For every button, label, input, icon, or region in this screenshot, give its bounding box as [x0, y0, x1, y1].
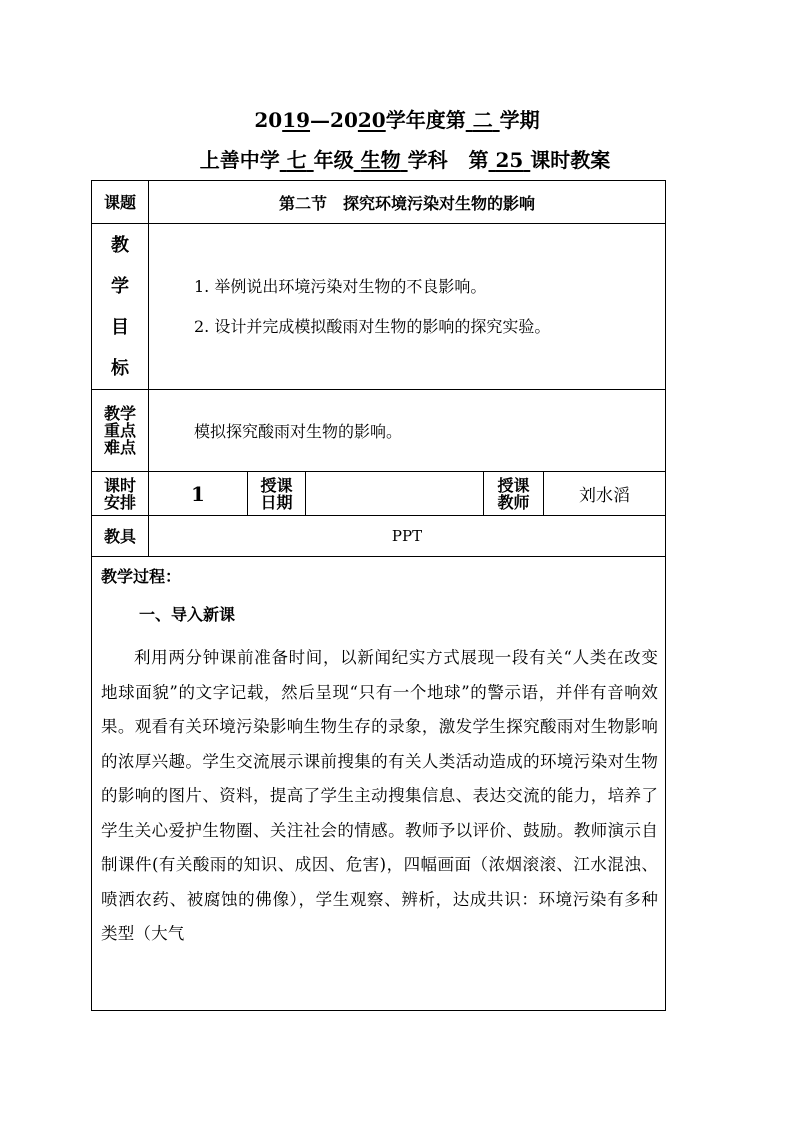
subject-blank — [354, 148, 408, 172]
schedule-row — [92, 472, 666, 516]
tools-row — [92, 516, 666, 557]
objectives-list — [149, 224, 666, 390]
year-dash: — — [310, 108, 331, 132]
objective-item: 2. 设计并完成模拟酸雨对生物的影响的探究实验。 — [194, 316, 551, 336]
schedule-label — [92, 472, 149, 516]
year-mid-text: 学年度第 — [385, 108, 466, 132]
topic-value: 第二节 探究环境污染对生物的影响 — [149, 181, 666, 224]
term-value: 二 — [472, 108, 493, 132]
lesson-suffix: 课时教案 — [530, 148, 611, 172]
key-points-value: 模拟探究酸雨对生物的影响。 — [149, 390, 666, 472]
teacher-label-line: 授课 — [497, 475, 530, 495]
date-label — [248, 472, 306, 516]
grade-blank — [280, 148, 314, 172]
lesson-plan-title — [8, 144, 794, 173]
tools-value: PPT — [149, 516, 666, 557]
schedule-value: 1 — [149, 472, 248, 516]
objectives-label-char: 标 — [111, 357, 129, 379]
process-row — [92, 557, 666, 1011]
school-year-line — [0, 104, 794, 133]
teacher-label — [484, 472, 544, 516]
schedule-label-line: 课时 — [103, 475, 136, 495]
lesson-plan-table — [91, 180, 666, 1011]
subject-suffix: 学科 — [407, 148, 448, 172]
year-start-prefix: 20 — [254, 108, 283, 132]
lesson-blank — [488, 148, 530, 172]
objectives-label-char: 教 — [111, 234, 129, 256]
key-label-line: 教学 — [103, 404, 136, 423]
year-end-prefix: 20 — [330, 108, 358, 132]
term-blank — [466, 108, 500, 132]
subject-value: 生物 — [360, 148, 401, 172]
term-suffix: 学期 — [499, 108, 540, 132]
key-points-label — [92, 390, 149, 472]
section-body: 利用两分钟课前准备时间，以新闻纪实方式展现一段有关“人类在改变地球面貌”的文字记载，然后呈现“只有一个地球”的警示语，并伴有音响效果。观看有关环境污染影响生物生存的录象，激发学生探究酸雨对生物影响的浓厚兴趣。学生交流展示课前搜集的有关人类活动造成的环境污染对生物的影响的图片、资料，提高了学生主动搜集信息、表达交流的能力，培养了学生关心爱护生物圈、关注社会的情感。教师予以评价、鼓励。教师演示自制课件(有关酸雨的知识、成因、危害)，四幅画面（浓烟滚滚、江水混浊、喷洒农药、被腐蚀的佛像），学生观察、辨析，达成共识：环境污染有多种类型（大气 — [101, 648, 659, 943]
objectives-label — [92, 224, 149, 390]
school-name: 上善中学 — [199, 148, 280, 172]
tools-label: 教具 — [92, 516, 149, 557]
teaching-process — [92, 557, 666, 1011]
objectives-label-char: 目 — [111, 316, 129, 338]
section-title: 一、导入新课 — [139, 605, 236, 624]
schedule-label-line: 安排 — [103, 492, 136, 512]
key-points-row — [92, 390, 666, 472]
teacher-value: 刘水滔 — [544, 472, 666, 516]
grade-suffix: 年级 — [313, 148, 354, 172]
year-start-blank: 19 — [282, 108, 311, 132]
grade-value: 七 — [286, 148, 307, 172]
objectives-row — [92, 224, 666, 390]
year-end-blank: 20 — [357, 108, 386, 132]
date-value — [306, 472, 484, 516]
key-label-line: 难点 — [103, 438, 136, 457]
process-heading: 教学过程： — [101, 567, 182, 586]
objectives-label-char: 学 — [111, 275, 129, 297]
topic-row — [92, 181, 666, 224]
lesson-number: 25 — [495, 148, 524, 172]
objective-item: 1. 举例说出环境污染对生物的不良影响。 — [194, 276, 487, 296]
date-label-line: 授课 — [260, 475, 293, 495]
key-label-line: 重点 — [103, 421, 136, 440]
teacher-label-line: 教师 — [497, 492, 530, 512]
topic-label: 课题 — [92, 181, 149, 224]
lesson-prefix: 第 — [468, 148, 489, 172]
date-label-line: 日期 — [260, 492, 293, 512]
